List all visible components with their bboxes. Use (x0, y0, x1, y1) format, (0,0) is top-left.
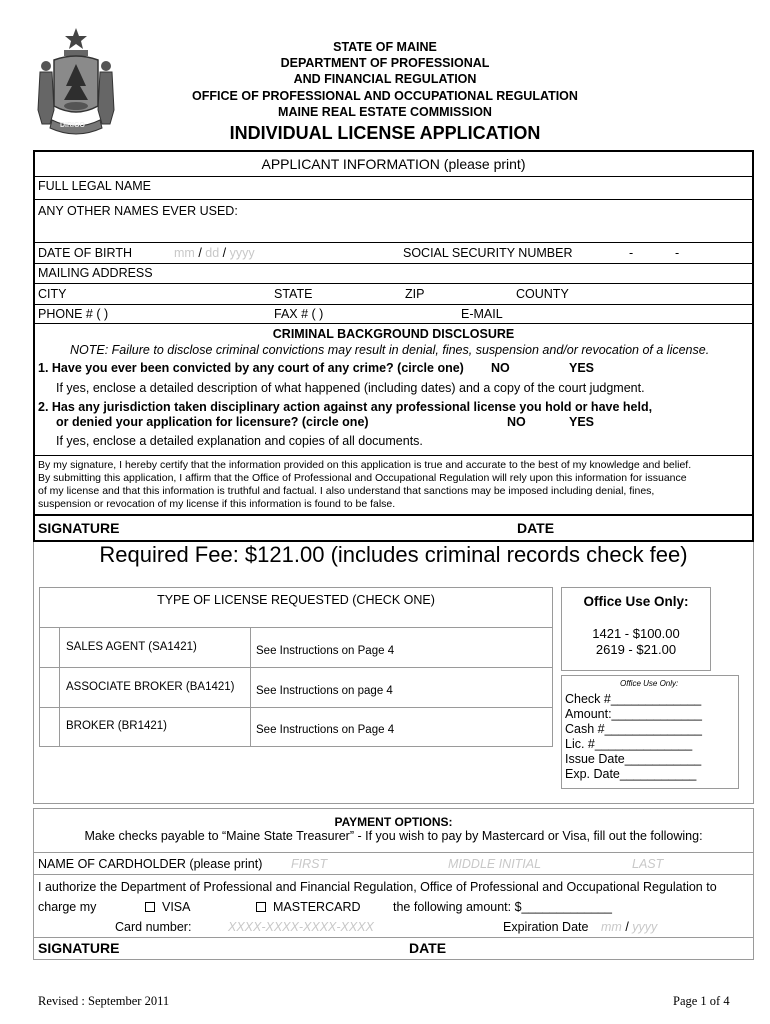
payment-title: PAYMENT OPTIONS: (334, 815, 453, 829)
city-field[interactable]: CITY (38, 287, 67, 301)
question-2-line-2: or denied your application for licensure? (circle one) (56, 415, 369, 429)
visa-label: VISA (162, 900, 191, 914)
question-1-followup: If yes, enclose a detailed description of what happened (including dates) and a copy of the court judgment. (56, 381, 645, 395)
license-type-associate-broker: ASSOCIATE BROKER (BA1421) (66, 681, 235, 693)
header-department-cont: AND FINANCIAL REGULATION (293, 72, 477, 86)
ssn-dash-1: - (629, 246, 634, 260)
applicant-date-field[interactable]: DATE (517, 520, 555, 536)
dob-month: mm (174, 246, 195, 260)
card-number-input[interactable]: XXXX-XXXX-XXXX-XXXX (228, 920, 374, 934)
office-use-code-2: 2619 - $21.00 (595, 642, 677, 657)
office-use-code-1: 1421 - $100.00 (592, 626, 680, 641)
office-field-exp-date: Exp. Date___________ (565, 767, 697, 781)
page-number: Page 1 of 4 (673, 994, 730, 1008)
county-field[interactable]: COUNTY (516, 287, 569, 301)
dob-input[interactable] (174, 246, 255, 260)
license-checkbox-associate-broker[interactable] (40, 668, 59, 707)
mastercard-label: MASTERCARD (273, 900, 361, 914)
header-department: DEPARTMENT OF PROFESSIONAL (280, 56, 490, 70)
dob-label: DATE OF BIRTH (38, 246, 132, 260)
zip-field[interactable]: ZIP (405, 287, 425, 301)
criminal-note: NOTE: Failure to disclose criminal convictions may result in denial, fines, suspension and/or revocation of a license. (70, 343, 710, 357)
license-type-broker: BROKER (BR1421) (66, 720, 167, 732)
question-1-yes[interactable]: YES (569, 361, 595, 375)
office-use-title: Office Use Only: (583, 594, 689, 609)
header-commission: MAINE REAL ESTATE COMMISSION (278, 105, 492, 119)
license-note-sales-agent: See Instructions on Page 4 (256, 645, 395, 657)
cardholder-first[interactable]: FIRST (291, 857, 328, 871)
question-2-followup: If yes, enclose a detailed explanation and copies of all documents. (56, 434, 423, 448)
expiration-date-input[interactable] (601, 920, 657, 934)
expiration-date-label: Expiration Date (503, 920, 589, 934)
office-field-issue-date: Issue Date___________ (565, 752, 702, 766)
charge-amount-field[interactable]: the following amount: $_____________ (393, 900, 612, 914)
dob-year: yyyy (229, 246, 255, 260)
applicant-signature-field[interactable]: SIGNATURE (38, 520, 120, 536)
required-fee: Required Fee: $121.00 (includes criminal records check fee) (99, 542, 688, 567)
license-note-broker: See Instructions on Page 4 (256, 724, 395, 736)
card-number-label: Card number: (115, 920, 192, 934)
payment-instructions: Make checks payable to “Maine State Treasurer” - If you wish to pay by Mastercard or Visa, fill out the following: (84, 829, 703, 843)
license-checkbox-broker[interactable] (40, 708, 59, 747)
cardholder-last[interactable]: LAST (632, 857, 664, 871)
certification-line-4: suspension or revocation of my license if this information is found to be false. (38, 498, 396, 510)
mastercard-checkbox[interactable] (256, 902, 266, 912)
license-checkbox-sales-agent[interactable] (40, 628, 59, 667)
certification-line-1: By my signature, I hereby certify that the information provided on this application is true and accurate to the best of my knowledge and belief. (38, 459, 692, 471)
header-office: OFFICE OF PROFESSIONAL AND OCCUPATIONAL REGULATION (192, 89, 578, 103)
office-field-amount: Amount:_____________ (565, 707, 702, 721)
state-field[interactable]: STATE (274, 287, 313, 301)
certification-line-3: of my license and that this information is truthful and factual. I also understand that sanctions may be imposed including denial, fines, (38, 485, 655, 497)
payment-date-field[interactable]: DATE (409, 940, 447, 956)
visa-checkbox[interactable] (145, 902, 155, 912)
applicant-section-title: APPLICANT INFORMATION (please print) (261, 156, 526, 172)
question-2-no[interactable]: NO (507, 415, 526, 429)
license-type-sales-agent: SALES AGENT (SA1421) (66, 641, 197, 653)
criminal-disclosure-title: CRIMINAL BACKGROUND DISCLOSURE (272, 327, 515, 341)
question-2-yes[interactable]: YES (569, 415, 595, 429)
exp-month: mm (601, 920, 622, 934)
office-field-check: Check #_____________ (565, 692, 702, 706)
ssn-label: SOCIAL SECURITY NUMBER (403, 246, 573, 260)
revision-date: Revised : September 2011 (38, 994, 170, 1008)
license-table-header: TYPE OF LICENSE REQUESTED (CHECK ONE) (157, 593, 435, 607)
full-legal-name-field[interactable]: FULL LEGAL NAME (38, 179, 152, 193)
charge-my-label: charge my (38, 900, 97, 914)
license-note-associate-broker: See Instructions on page 4 (256, 685, 393, 697)
authorize-text: I authorize the Department of Professional and Financial Regulation, Office of Professional and Occupational Regulation to (38, 880, 717, 894)
header-state: STATE OF MAINE (333, 40, 437, 54)
exp-year: yyyy (632, 920, 658, 934)
office-use-small-title: Office Use Only: (620, 679, 679, 688)
ssn-dash-2: - (675, 246, 680, 260)
question-2-line-1: 2. Has any jurisdiction taken disciplinary action against any professional license you hold or have held, (38, 400, 653, 414)
payment-signature-field[interactable]: SIGNATURE (38, 940, 120, 956)
dob-slash-1: / (198, 246, 202, 260)
cardholder-label: NAME OF CARDHOLDER (please print) (38, 857, 263, 871)
certification-line-2: By submitting this application, I affirm that the Office of Professional and Occupational Regulation will rely upon this information for issuance (38, 472, 687, 484)
question-1: 1. Have you ever been convicted by any court of any crime? (circle one) (38, 361, 464, 375)
cardholder-middle-initial[interactable]: MIDDLE INITIAL (448, 857, 542, 871)
office-field-cash: Cash #______________ (565, 722, 702, 736)
fax-field[interactable]: FAX # ( ) (274, 307, 324, 321)
exp-slash: / (625, 920, 629, 934)
email-field[interactable]: E-MAIL (461, 307, 503, 321)
page-title: INDIVIDUAL LICENSE APPLICATION (229, 123, 541, 143)
question-1-no[interactable]: NO (491, 361, 510, 375)
other-names-field[interactable]: ANY OTHER NAMES EVER USED: (38, 204, 238, 218)
phone-field[interactable]: PHONE # ( ) (38, 307, 109, 321)
office-field-license: Lic. #______________ (565, 737, 693, 751)
seal-motto: DIRIGO (60, 122, 85, 129)
dob-slash-2: / (222, 246, 227, 260)
mailing-address-field[interactable]: MAILING ADDRESS (38, 266, 153, 280)
dob-day: dd (205, 246, 220, 260)
